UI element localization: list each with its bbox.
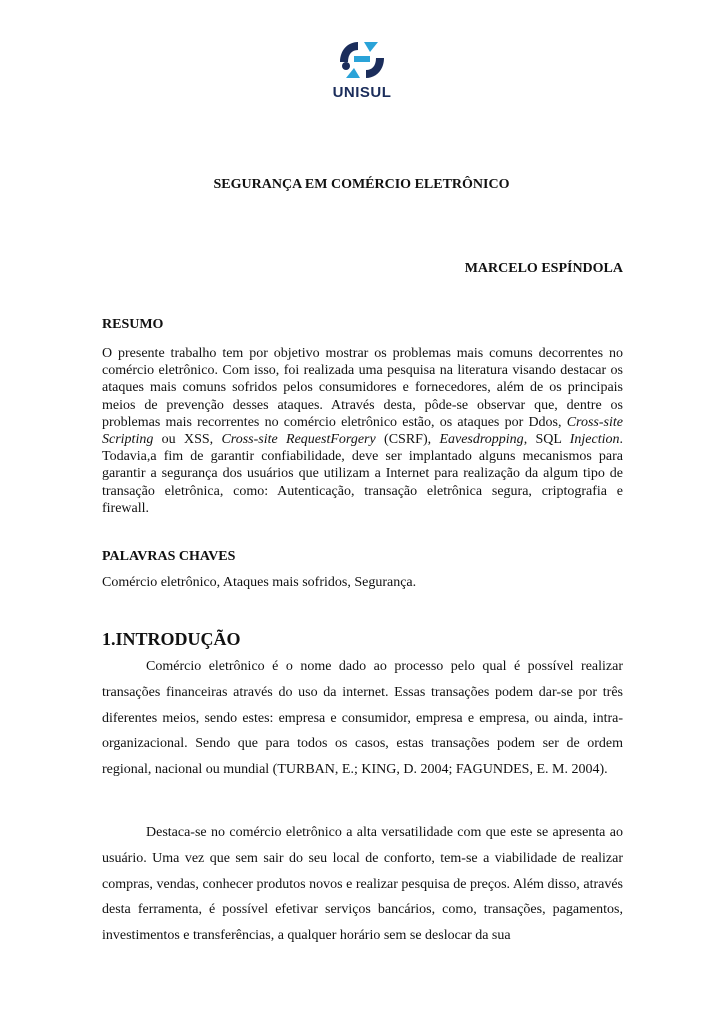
introduction-heading: 1.INTRODUÇÃO: [102, 629, 241, 649]
abstract-term-injection: Injection: [569, 432, 620, 448]
abstract-term-csrf: Cross-site RequestForgery: [221, 432, 376, 448]
unisul-logo-icon: [334, 36, 390, 84]
university-logo: [322, 36, 402, 104]
abstract-text-5: . Todavia,a fim de garantir confiabilidade, deve ser implantado alguns mecanismos para garantir a segurança dos usuários que utilizam a Internet para realização da algum tipo de transação eletrônica, como: Autenticação, transação eletrônica segura, criptografia e firewall.: [102, 432, 624, 516]
abstract-body: [102, 345, 623, 517]
abstract-heading: RESUMO: [102, 317, 164, 332]
abstract-term-eavesdropping: Eavesdropping: [439, 432, 524, 448]
abstract-text-2: ou XSS,: [153, 432, 222, 448]
abstract-text-1: O presente trabalho tem por objetivo mostrar os problemas mais comuns decorrentes no comércio eletrônico. Com isso, foi realizada uma pesquisa na literatura visando destacar os ataques mais comuns sofridos pelos consumidores e fornecedores, além de os principais meios de prevenção desses ataques. Através desta, pôde-se observar que, dentre os problemas mais recorrentes no comércio eletrônico estão, os ataques por Ddos,: [102, 346, 623, 430]
author-name: MARCELO ESPÍNDOLA: [464, 261, 623, 276]
introduction-paragraph-1: Comércio eletrônico é o nome dado ao processo pelo qual é possível realizar transações financeiras através do uso da internet. Essas transações podem dar-se por três diferentes meios, sendo estes: empresa e consumidor, empresa e empresa, ou ainda, intra-organizacional. Sendo que para todos os casos, estas transações podem ser de ordem regional, nacional ou mundial (TURBAN, E.; KING, D. 2004; FAGUNDES, E. M. 2004).: [102, 659, 623, 778]
logo-wordmark: UNISUL: [332, 84, 392, 101]
keywords-heading: PALAVRAS CHAVES: [102, 549, 236, 564]
abstract-text-4: , SQL: [523, 432, 570, 448]
keywords-text: Comércio eletrônico, Ataques mais sofridos, Segurança.: [102, 575, 417, 590]
paper-title: SEGURANÇA EM COMÉRCIO ELETRÔNICO: [213, 177, 510, 192]
abstract-term-xss: Cross-site Scripting: [102, 414, 623, 448]
introduction-paragraph-2: Destaca-se no comércio eletrônico a alta versatilidade com que este se apresenta ao usuário. Uma vez que sem sair do seu local de conforto, tem-se a viabilidade de realizar compras, vendas, conhecer produtos novos e realizar pesquisa de preços. Além disso, através desta ferramenta, é possível efetivar serviços bancários, como, transações, pagamentos, investimentos e transferências, a qualquer horário sem se deslocar da sua: [102, 825, 623, 944]
abstract-text-3: (CSRF),: [375, 432, 440, 448]
